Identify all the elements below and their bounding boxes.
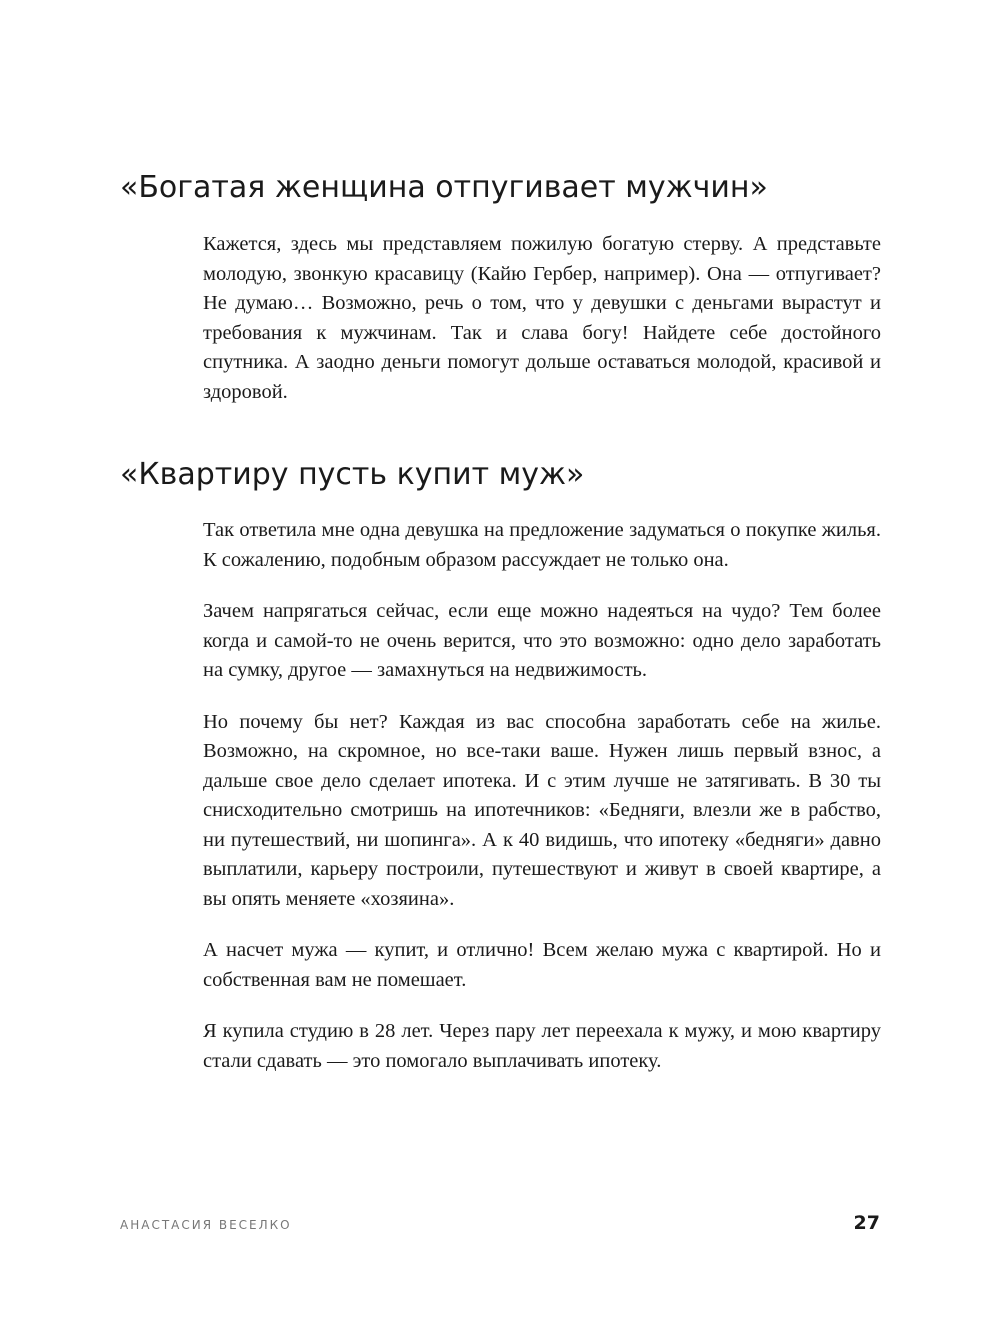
page-number: 27 [853,1212,880,1234]
paragraph: Но почему бы нет? Каждая из вас способна заработать себе на жилье. Возможно, на скромное, но все-таки ваше. Нужен лишь первый взнос, а дальше свое дело сделает ипотека. И с этим лучше не затягивать. В 30 ты снисходительно смотришь на ипотечников: «Бедняги, влезли же в рабство, ни путешествий, ни шопинга». А к 40 видишь, что ипотеку «бедняги» давно выплатили, карьеру построили, путешествуют и живут в своей квартире, а вы опять меняете «хозяина». [203,710,881,910]
paragraph: Кажется, здесь мы представляем пожилую богатую стерву. А представьте молодую, звонкую красавицу (Кайю Гербер, например). Она — отпугивает? Не думаю… Возможно, речь о том, что у девушки с деньгами вырастут и требования к мужчинам. Так и слава богу! Найдете себе достойного спутника. А заодно деньги помогут дольше оставаться молодой, красивой и здоровой. [203,233,881,403]
section-body-rich-woman [203,230,881,407]
section-body-apartment [203,516,881,1076]
section-heading-rich-woman: «Богатая женщина отпугивает мужчин» [120,170,768,205]
section-heading-apartment: «Квартиру пусть купит муж» [120,457,585,492]
paragraph: Зачем напрягаться сейчас, если еще можно надеяться на чудо? Тем более когда и самой-то не очень верится, что это возможно: одно дело заработать на сумку, другое — замахнуться на недвижимость. [203,600,881,681]
paragraph: Я купила студию в 28 лет. Через пару лет переехала к мужу, и мою квартиру стали сдавать — это помогало выплачивать ипотеку. [203,1020,881,1072]
footer-author: АНАСТАСИЯ ВЕСЕЛКО [120,1218,292,1232]
paragraph: А насчет мужа — купит, и отлично! Всем желаю мужа с квартирой. Но и собственная вам не помешает. [203,939,881,991]
paragraph: Так ответила мне одна девушка на предложение задуматься о покупке жилья. К сожалению, подобным образом рассуждает не только она. [203,519,881,571]
